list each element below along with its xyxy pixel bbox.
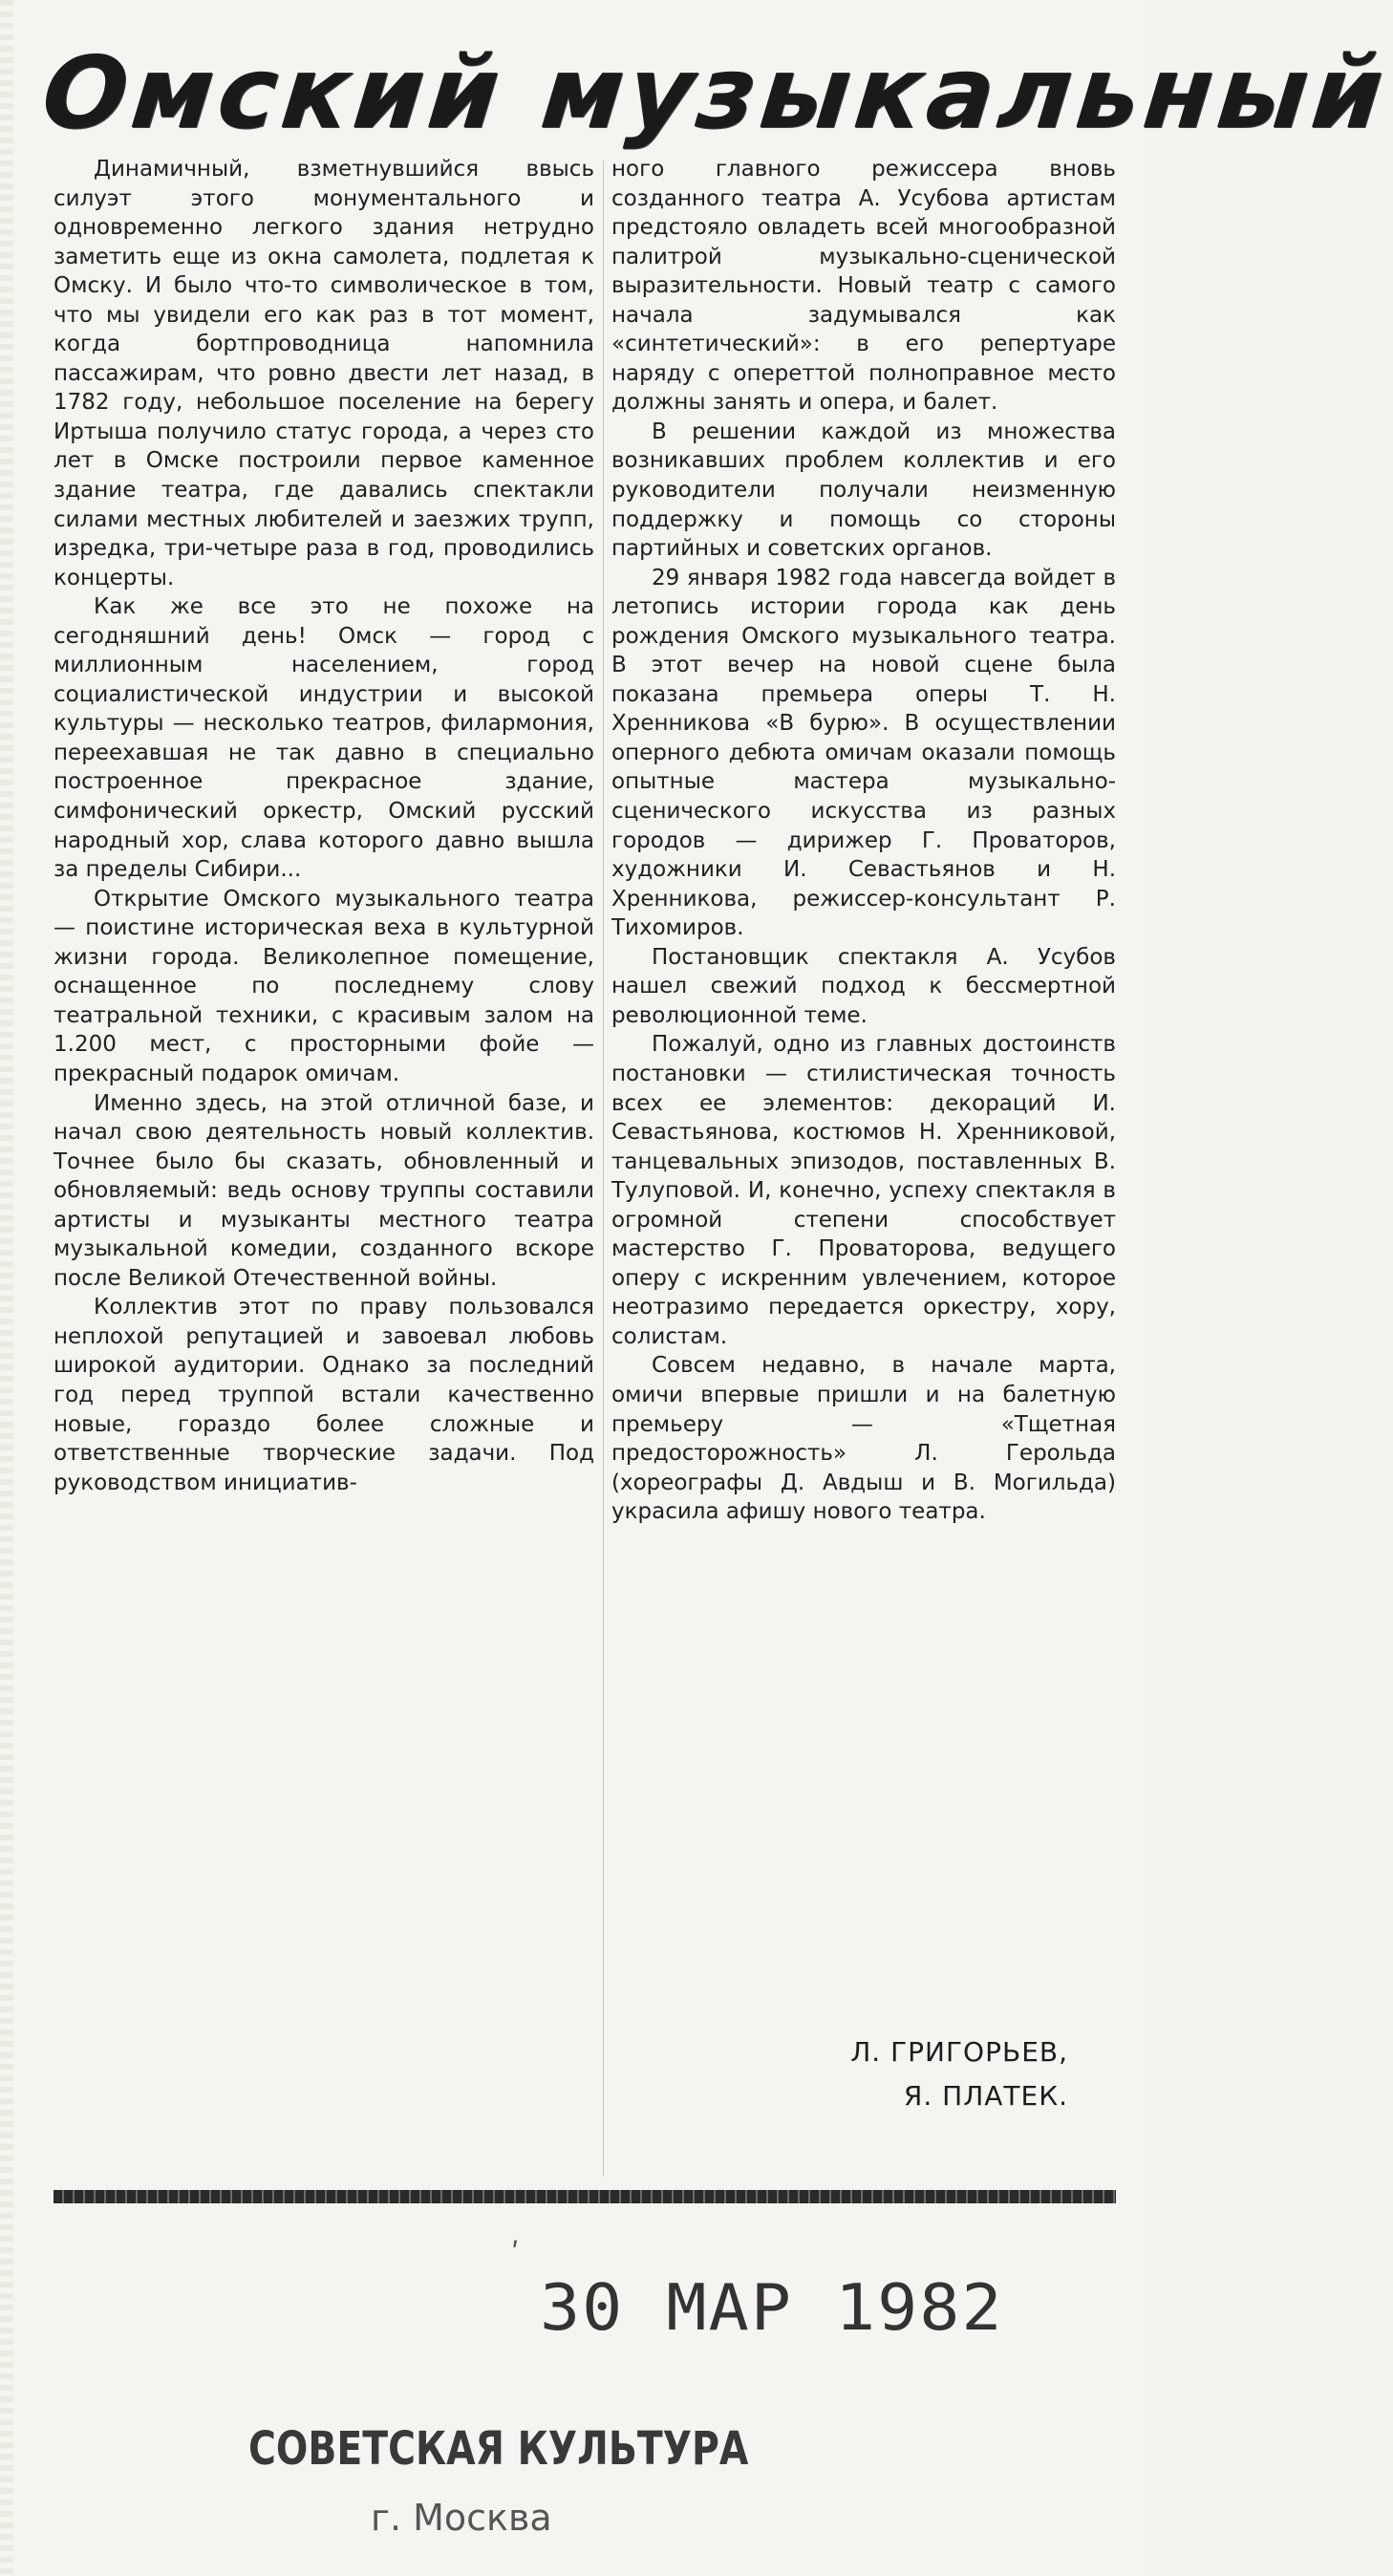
article-paragraph: Постановщик спектакля А. Усубов нашел свежий подход к бессмертной революционной теме. [611,944,1116,1028]
article-paragraph: Коллектив этот по праву пользовался неплохой репутацией и завоевал любовь широкой аудитории. Однако за последний год перед труппой встали качественно новые, гораздо более сложные и ответственные творческие задачи. Под руководством инициатив- [54,1295,594,1495]
newspaper-name-stamp: СОВЕТСКАЯ КУЛЬТУРА [248,2422,749,2476]
article-paragraph: 29 января 1982 года навсегда войдет в летопись истории города как день рождения Омского музыкального театра. В этот вечер на новой сцене была показана премьера оперы Т. Н. Хренникова «В бурю». В осуществлении оперного дебюта омичам оказали помощь опытные мастера музыкально-сценического искусства из разных городов — дирижер Г. Проваторов, художники И. Севастьянов и Н. Хренникова, режиссер-консультант Р. Тихомиров. [611,565,1116,941]
author-grigoriev: Л. ГРИГОРЬЕВ, [850,2036,1068,2068]
article-headline: Омский музыкальный [36,34,1393,151]
clipping-cut-edge [0,0,13,2576]
article-column-left [54,155,594,1497]
article-authors [611,2030,1068,2118]
article-paragraph: Как же все это не похоже на сегодняшний день! Омск — город с миллионным населением, город социалистической индустрии и высокой культуры — несколько театров, филармония, переехавшая не так давно в специально построенное прекрасное здание, симфонический оркестр, Омский русский народный хор, слава которого давно вышла за пределы Сибири... [54,594,594,883]
stamp-tick-mark: ʹ [511,2238,520,2271]
city-stamp: г. Москва [371,2497,552,2539]
column-divider [603,161,604,2177]
article-paragraph: Совсем недавно, в начале марта, омичи впервые пришли и на балетную премьеру — «Тщетная предосторожность» Л. Герольда (хореографы Д. Авдыш и В. Могильда) украсила афишу нового театра. [611,1353,1116,1525]
article-paragraph: Пожалуй, одно из главных достоинств постановки — стилистическая точность всех ее элементов: декораций И. Севастьянова, костюмов Н. Хренниковой, танцевальных эпизодов, поставленных В. Тулуповой. И, конечно, успеху спектакля в огромной степени способствует мастерство Г. Проваторова, ведущего оперу с искренним увлечением, которое неотразимо передается оркестру, хору, солистам. [611,1032,1116,1349]
article-paragraph: Именно здесь, на этой отличной базе, и начал свою деятельность новый коллектив. Точнее было бы сказать, обновленный и обновляемый: ведь основу труппы составили артисты и музыканты местного театра музыкальной комедии, созданного вскоре после Великой Отечественной войны. [54,1090,594,1291]
article-paragraph: Открытие Омского музыкального театра — поистине историческая веха в культурной жизни города. Великолепное помещение, оснащенное по последнему слову театральной техники, с красивым залом на 1.200 мест, с просторными фойе — прекрасный подарок омичам. [54,886,594,1086]
article-paragraph: ного главного режиссера вновь созданного театра А. Усубова артистам предстояло овладеть всей многообразной палитрой музыкально-сценической выразительности. Новый театр с самого начала задумывался как «синтетический»: в его репертуаре наряду с опереттой полноправное место должны занять и опера, и балет. [611,157,1116,416]
article-paragraph: В решении каждой из множества возникавших проблем коллектив и его руководители получали неизменную поддержку и помощь со стороны партийных и советских органов. [611,419,1116,562]
author-platek: Я. ПЛАТЕК. [903,2080,1068,2112]
article-paragraph: Динамичный, взметнувшийся ввысь силуэт этого монументального и одновременно легкого здания нетрудно заметить еще из окна самолета, подлетая к Омску. И было что-то символическое в том, что мы увидели его как раз в тот момент, когда бортпроводница напомнила пассажирам, что ровно двести лет назад, в 1782 году, небольшое поселение на берегу Иртыша получило статус города, а через сто лет в Омске построили первое каменное здание театра, где давались спектакли силами местных любителей и заезжих трупп, изредка, три-четыре раза в год, проводились концерты. [54,157,594,590]
article-column-right [611,155,1116,1527]
date-stamp: 30 МАР 1982 [540,2270,1004,2345]
bottom-rule [54,2190,1116,2203]
